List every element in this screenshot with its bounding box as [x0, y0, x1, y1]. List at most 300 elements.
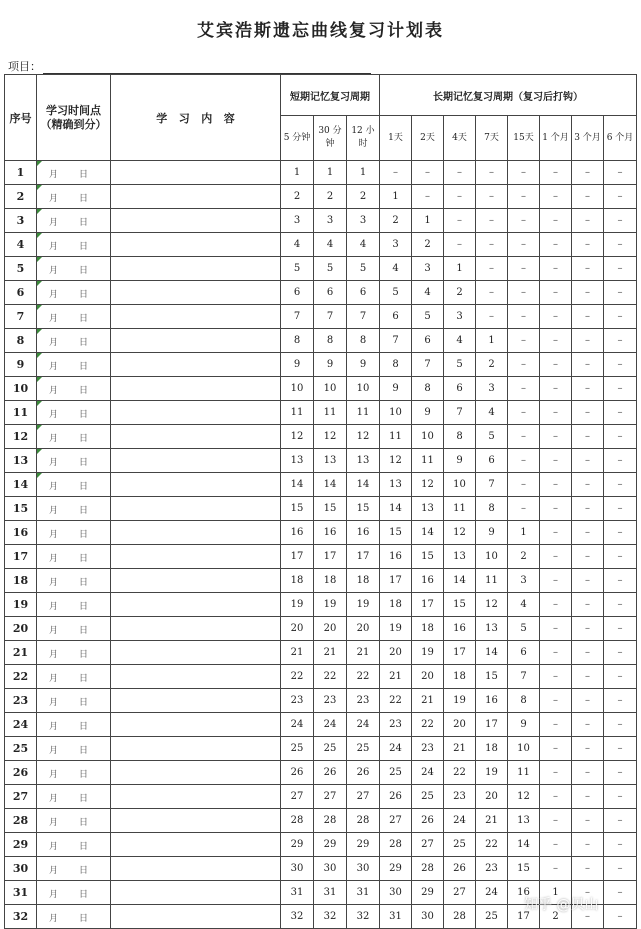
- review-cell[interactable]: –: [508, 449, 540, 473]
- study-time-cell[interactable]: [37, 353, 111, 377]
- study-content-cell[interactable]: [111, 209, 281, 233]
- study-content-cell[interactable]: [111, 449, 281, 473]
- review-cell[interactable]: 6: [412, 329, 444, 353]
- review-cell[interactable]: –: [508, 281, 540, 305]
- review-cell[interactable]: 25: [347, 737, 380, 761]
- review-cell[interactable]: –: [604, 209, 637, 233]
- review-cell[interactable]: 17: [347, 545, 380, 569]
- review-cell[interactable]: 4: [508, 593, 540, 617]
- study-time-cell[interactable]: [37, 785, 111, 809]
- review-cell[interactable]: –: [572, 401, 604, 425]
- review-cell[interactable]: –: [540, 425, 572, 449]
- review-cell[interactable]: 5: [508, 617, 540, 641]
- review-cell[interactable]: 26: [347, 761, 380, 785]
- review-cell[interactable]: 24: [444, 809, 476, 833]
- review-cell[interactable]: 22: [380, 689, 412, 713]
- review-cell[interactable]: –: [572, 809, 604, 833]
- study-content-cell[interactable]: [111, 161, 281, 185]
- review-cell[interactable]: –: [540, 497, 572, 521]
- review-cell[interactable]: 15: [281, 497, 314, 521]
- study-time-cell[interactable]: [37, 569, 111, 593]
- review-cell[interactable]: 17: [508, 905, 540, 929]
- review-cell[interactable]: 6: [444, 377, 476, 401]
- review-cell[interactable]: 9: [444, 449, 476, 473]
- review-cell[interactable]: –: [540, 713, 572, 737]
- review-cell[interactable]: 1: [347, 161, 380, 185]
- review-cell[interactable]: –: [476, 281, 508, 305]
- review-cell[interactable]: 3: [314, 209, 347, 233]
- review-cell[interactable]: 19: [444, 689, 476, 713]
- review-cell[interactable]: 7: [314, 305, 347, 329]
- review-cell[interactable]: 10: [476, 545, 508, 569]
- review-cell[interactable]: 8: [281, 329, 314, 353]
- review-cell[interactable]: 20: [476, 785, 508, 809]
- review-cell[interactable]: –: [604, 185, 637, 209]
- review-cell[interactable]: 17: [314, 545, 347, 569]
- review-cell[interactable]: –: [508, 209, 540, 233]
- review-cell[interactable]: –: [572, 545, 604, 569]
- review-cell[interactable]: 15: [347, 497, 380, 521]
- review-cell[interactable]: –: [540, 401, 572, 425]
- review-cell[interactable]: 17: [281, 545, 314, 569]
- review-cell[interactable]: –: [604, 521, 637, 545]
- review-cell[interactable]: –: [604, 353, 637, 377]
- study-content-cell[interactable]: [111, 305, 281, 329]
- review-cell[interactable]: 28: [281, 809, 314, 833]
- review-cell[interactable]: –: [572, 785, 604, 809]
- review-cell[interactable]: 13: [347, 449, 380, 473]
- review-cell[interactable]: 3: [347, 209, 380, 233]
- review-cell[interactable]: 11: [314, 401, 347, 425]
- study-content-cell[interactable]: [111, 665, 281, 689]
- review-cell[interactable]: –: [572, 905, 604, 929]
- review-cell[interactable]: –: [540, 569, 572, 593]
- review-cell[interactable]: 4: [444, 329, 476, 353]
- review-cell[interactable]: 17: [476, 713, 508, 737]
- review-cell[interactable]: 27: [380, 809, 412, 833]
- review-cell[interactable]: 1: [281, 161, 314, 185]
- review-cell[interactable]: 23: [412, 737, 444, 761]
- review-cell[interactable]: 24: [412, 761, 444, 785]
- review-cell[interactable]: 13: [314, 449, 347, 473]
- study-content-cell[interactable]: [111, 545, 281, 569]
- review-cell[interactable]: –: [508, 185, 540, 209]
- review-cell[interactable]: –: [476, 257, 508, 281]
- review-cell[interactable]: 28: [347, 809, 380, 833]
- review-cell[interactable]: 4: [412, 281, 444, 305]
- review-cell[interactable]: 6: [508, 641, 540, 665]
- review-cell[interactable]: 26: [281, 761, 314, 785]
- review-cell[interactable]: –: [604, 401, 637, 425]
- review-cell[interactable]: 12: [508, 785, 540, 809]
- review-cell[interactable]: –: [572, 569, 604, 593]
- review-cell[interactable]: –: [604, 785, 637, 809]
- review-cell[interactable]: 18: [412, 617, 444, 641]
- review-cell[interactable]: 9: [476, 521, 508, 545]
- study-content-cell[interactable]: [111, 833, 281, 857]
- review-cell[interactable]: 30: [314, 857, 347, 881]
- review-cell[interactable]: 15: [380, 521, 412, 545]
- review-cell[interactable]: 4: [380, 257, 412, 281]
- review-cell[interactable]: 12: [380, 449, 412, 473]
- study-time-cell[interactable]: [37, 833, 111, 857]
- review-cell[interactable]: 21: [444, 737, 476, 761]
- review-cell[interactable]: 27: [314, 785, 347, 809]
- review-cell[interactable]: 10: [508, 737, 540, 761]
- review-cell[interactable]: 1: [314, 161, 347, 185]
- review-cell[interactable]: –: [540, 473, 572, 497]
- review-cell[interactable]: 25: [314, 737, 347, 761]
- review-cell[interactable]: 25: [281, 737, 314, 761]
- review-cell[interactable]: –: [572, 209, 604, 233]
- review-cell[interactable]: –: [540, 233, 572, 257]
- study-content-cell[interactable]: [111, 713, 281, 737]
- review-cell[interactable]: –: [572, 617, 604, 641]
- study-time-cell[interactable]: [37, 449, 111, 473]
- review-cell[interactable]: 13: [380, 473, 412, 497]
- study-time-cell[interactable]: [37, 713, 111, 737]
- review-cell[interactable]: 14: [380, 497, 412, 521]
- review-cell[interactable]: –: [604, 281, 637, 305]
- review-cell[interactable]: 18: [281, 569, 314, 593]
- review-cell[interactable]: 13: [508, 809, 540, 833]
- review-cell[interactable]: 4: [347, 233, 380, 257]
- review-cell[interactable]: –: [572, 449, 604, 473]
- review-cell[interactable]: 24: [314, 713, 347, 737]
- review-cell[interactable]: –: [572, 161, 604, 185]
- review-cell[interactable]: 25: [412, 785, 444, 809]
- review-cell[interactable]: 22: [444, 761, 476, 785]
- review-cell[interactable]: 26: [314, 761, 347, 785]
- review-cell[interactable]: 14: [444, 569, 476, 593]
- review-cell[interactable]: –: [604, 593, 637, 617]
- review-cell[interactable]: 7: [444, 401, 476, 425]
- review-cell[interactable]: –: [604, 737, 637, 761]
- review-cell[interactable]: 19: [281, 593, 314, 617]
- review-cell[interactable]: 14: [314, 473, 347, 497]
- review-cell[interactable]: –: [604, 257, 637, 281]
- review-cell[interactable]: –: [476, 233, 508, 257]
- study-content-cell[interactable]: [111, 185, 281, 209]
- study-time-cell[interactable]: [37, 737, 111, 761]
- review-cell[interactable]: –: [540, 833, 572, 857]
- review-cell[interactable]: 10: [444, 473, 476, 497]
- review-cell[interactable]: –: [572, 665, 604, 689]
- review-cell[interactable]: 21: [314, 641, 347, 665]
- review-cell[interactable]: 30: [281, 857, 314, 881]
- review-cell[interactable]: 20: [347, 617, 380, 641]
- study-content-cell[interactable]: [111, 641, 281, 665]
- review-cell[interactable]: –: [508, 497, 540, 521]
- review-cell[interactable]: 23: [444, 785, 476, 809]
- review-cell[interactable]: –: [444, 209, 476, 233]
- review-cell[interactable]: –: [572, 833, 604, 857]
- review-cell[interactable]: –: [572, 761, 604, 785]
- review-cell[interactable]: 25: [380, 761, 412, 785]
- study-time-cell[interactable]: [37, 665, 111, 689]
- review-cell[interactable]: 28: [380, 833, 412, 857]
- review-cell[interactable]: 9: [314, 353, 347, 377]
- study-content-cell[interactable]: [111, 377, 281, 401]
- review-cell[interactable]: 10: [281, 377, 314, 401]
- review-cell[interactable]: 27: [412, 833, 444, 857]
- study-content-cell[interactable]: [111, 905, 281, 929]
- review-cell[interactable]: –: [572, 881, 604, 905]
- review-cell[interactable]: 31: [314, 881, 347, 905]
- review-cell[interactable]: 16: [476, 689, 508, 713]
- review-cell[interactable]: –: [540, 305, 572, 329]
- review-cell[interactable]: –: [572, 593, 604, 617]
- review-cell[interactable]: 11: [380, 425, 412, 449]
- study-time-cell[interactable]: [37, 161, 111, 185]
- review-cell[interactable]: 2: [508, 545, 540, 569]
- review-cell[interactable]: 23: [347, 689, 380, 713]
- review-cell[interactable]: –: [540, 641, 572, 665]
- study-time-cell[interactable]: [37, 881, 111, 905]
- review-cell[interactable]: –: [540, 689, 572, 713]
- review-cell[interactable]: 4: [281, 233, 314, 257]
- review-cell[interactable]: 2: [347, 185, 380, 209]
- review-cell[interactable]: –: [572, 305, 604, 329]
- review-cell[interactable]: –: [604, 305, 637, 329]
- study-content-cell[interactable]: [111, 353, 281, 377]
- review-cell[interactable]: –: [444, 185, 476, 209]
- review-cell[interactable]: –: [444, 161, 476, 185]
- review-cell[interactable]: –: [604, 617, 637, 641]
- review-cell[interactable]: 7: [281, 305, 314, 329]
- review-cell[interactable]: 11: [508, 761, 540, 785]
- review-cell[interactable]: 13: [281, 449, 314, 473]
- review-cell[interactable]: 32: [347, 905, 380, 929]
- review-cell[interactable]: –: [572, 713, 604, 737]
- study-time-cell[interactable]: [37, 257, 111, 281]
- review-cell[interactable]: –: [476, 161, 508, 185]
- review-cell[interactable]: 30: [380, 881, 412, 905]
- study-time-cell[interactable]: [37, 233, 111, 257]
- review-cell[interactable]: 24: [347, 713, 380, 737]
- review-cell[interactable]: 15: [508, 857, 540, 881]
- review-cell[interactable]: –: [540, 545, 572, 569]
- review-cell[interactable]: –: [540, 593, 572, 617]
- review-cell[interactable]: –: [572, 521, 604, 545]
- study-time-cell[interactable]: [37, 425, 111, 449]
- review-cell[interactable]: 13: [444, 545, 476, 569]
- review-cell[interactable]: 8: [508, 689, 540, 713]
- study-content-cell[interactable]: [111, 329, 281, 353]
- review-cell[interactable]: –: [476, 305, 508, 329]
- study-content-cell[interactable]: [111, 689, 281, 713]
- review-cell[interactable]: 14: [412, 521, 444, 545]
- review-cell[interactable]: –: [508, 401, 540, 425]
- review-cell[interactable]: 21: [347, 641, 380, 665]
- study-time-cell[interactable]: [37, 281, 111, 305]
- review-cell[interactable]: 9: [347, 353, 380, 377]
- review-cell[interactable]: –: [572, 857, 604, 881]
- review-cell[interactable]: 8: [380, 353, 412, 377]
- review-cell[interactable]: –: [572, 689, 604, 713]
- review-cell[interactable]: –: [540, 665, 572, 689]
- study-time-cell[interactable]: [37, 401, 111, 425]
- review-cell[interactable]: 2: [540, 905, 572, 929]
- review-cell[interactable]: 14: [347, 473, 380, 497]
- review-cell[interactable]: 24: [380, 737, 412, 761]
- review-cell[interactable]: 12: [444, 521, 476, 545]
- review-cell[interactable]: 29: [281, 833, 314, 857]
- review-cell[interactable]: 24: [476, 881, 508, 905]
- review-cell[interactable]: 16: [314, 521, 347, 545]
- review-cell[interactable]: 22: [314, 665, 347, 689]
- study-time-cell[interactable]: [37, 809, 111, 833]
- review-cell[interactable]: 9: [281, 353, 314, 377]
- review-cell[interactable]: 16: [412, 569, 444, 593]
- study-time-cell[interactable]: [37, 185, 111, 209]
- review-cell[interactable]: 20: [380, 641, 412, 665]
- review-cell[interactable]: 19: [314, 593, 347, 617]
- review-cell[interactable]: 2: [380, 209, 412, 233]
- study-time-cell[interactable]: [37, 761, 111, 785]
- review-cell[interactable]: –: [572, 329, 604, 353]
- review-cell[interactable]: 21: [281, 641, 314, 665]
- review-cell[interactable]: –: [540, 449, 572, 473]
- review-cell[interactable]: 1: [444, 257, 476, 281]
- review-cell[interactable]: 2: [314, 185, 347, 209]
- review-cell[interactable]: –: [540, 209, 572, 233]
- review-cell[interactable]: –: [412, 161, 444, 185]
- review-cell[interactable]: 7: [347, 305, 380, 329]
- review-cell[interactable]: –: [380, 161, 412, 185]
- review-cell[interactable]: 23: [281, 689, 314, 713]
- study-time-cell[interactable]: [37, 473, 111, 497]
- review-cell[interactable]: –: [604, 761, 637, 785]
- review-cell[interactable]: –: [540, 257, 572, 281]
- study-content-cell[interactable]: [111, 281, 281, 305]
- review-cell[interactable]: –: [572, 257, 604, 281]
- review-cell[interactable]: 5: [281, 257, 314, 281]
- review-cell[interactable]: 14: [281, 473, 314, 497]
- review-cell[interactable]: –: [604, 857, 637, 881]
- review-cell[interactable]: –: [540, 809, 572, 833]
- study-time-cell[interactable]: [37, 617, 111, 641]
- review-cell[interactable]: 4: [476, 401, 508, 425]
- review-cell[interactable]: 11: [347, 401, 380, 425]
- review-cell[interactable]: 32: [314, 905, 347, 929]
- review-cell[interactable]: –: [572, 185, 604, 209]
- review-cell[interactable]: –: [476, 185, 508, 209]
- review-cell[interactable]: 18: [476, 737, 508, 761]
- review-cell[interactable]: 21: [412, 689, 444, 713]
- review-cell[interactable]: 31: [347, 881, 380, 905]
- review-cell[interactable]: –: [572, 737, 604, 761]
- review-cell[interactable]: –: [604, 425, 637, 449]
- review-cell[interactable]: 8: [444, 425, 476, 449]
- review-cell[interactable]: –: [508, 473, 540, 497]
- review-cell[interactable]: 21: [476, 809, 508, 833]
- study-time-cell[interactable]: [37, 905, 111, 929]
- review-cell[interactable]: 11: [412, 449, 444, 473]
- project-input-line[interactable]: [43, 61, 371, 74]
- review-cell[interactable]: –: [540, 353, 572, 377]
- study-content-cell[interactable]: [111, 617, 281, 641]
- study-content-cell[interactable]: [111, 881, 281, 905]
- study-time-cell[interactable]: [37, 329, 111, 353]
- review-cell[interactable]: 12: [476, 593, 508, 617]
- review-cell[interactable]: –: [604, 545, 637, 569]
- review-cell[interactable]: 25: [476, 905, 508, 929]
- study-content-cell[interactable]: [111, 593, 281, 617]
- study-content-cell[interactable]: [111, 401, 281, 425]
- study-time-cell[interactable]: [37, 545, 111, 569]
- review-cell[interactable]: 20: [281, 617, 314, 641]
- study-time-cell[interactable]: [37, 209, 111, 233]
- review-cell[interactable]: –: [540, 185, 572, 209]
- review-cell[interactable]: 11: [476, 569, 508, 593]
- study-content-cell[interactable]: [111, 761, 281, 785]
- review-cell[interactable]: –: [604, 329, 637, 353]
- review-cell[interactable]: 5: [314, 257, 347, 281]
- review-cell[interactable]: 27: [281, 785, 314, 809]
- review-cell[interactable]: 2: [281, 185, 314, 209]
- review-cell[interactable]: –: [508, 161, 540, 185]
- study-content-cell[interactable]: [111, 473, 281, 497]
- review-cell[interactable]: 23: [476, 857, 508, 881]
- review-cell[interactable]: 5: [444, 353, 476, 377]
- review-cell[interactable]: –: [540, 737, 572, 761]
- review-cell[interactable]: 19: [380, 617, 412, 641]
- review-cell[interactable]: 11: [281, 401, 314, 425]
- review-cell[interactable]: 16: [380, 545, 412, 569]
- review-cell[interactable]: 9: [508, 713, 540, 737]
- review-cell[interactable]: 22: [281, 665, 314, 689]
- review-cell[interactable]: 26: [380, 785, 412, 809]
- review-cell[interactable]: 11: [444, 497, 476, 521]
- review-cell[interactable]: –: [508, 353, 540, 377]
- review-cell[interactable]: –: [572, 377, 604, 401]
- review-cell[interactable]: –: [604, 713, 637, 737]
- review-cell[interactable]: –: [540, 281, 572, 305]
- review-cell[interactable]: 29: [380, 857, 412, 881]
- review-cell[interactable]: –: [572, 281, 604, 305]
- review-cell[interactable]: 24: [281, 713, 314, 737]
- review-cell[interactable]: 26: [412, 809, 444, 833]
- review-cell[interactable]: 19: [412, 641, 444, 665]
- review-cell[interactable]: 15: [314, 497, 347, 521]
- study-time-cell[interactable]: [37, 497, 111, 521]
- study-content-cell[interactable]: [111, 785, 281, 809]
- review-cell[interactable]: 16: [444, 617, 476, 641]
- review-cell[interactable]: 20: [314, 617, 347, 641]
- review-cell[interactable]: 28: [412, 857, 444, 881]
- review-cell[interactable]: 7: [412, 353, 444, 377]
- study-content-cell[interactable]: [111, 257, 281, 281]
- review-cell[interactable]: –: [508, 305, 540, 329]
- review-cell[interactable]: 22: [412, 713, 444, 737]
- review-cell[interactable]: –: [604, 449, 637, 473]
- review-cell[interactable]: 13: [476, 617, 508, 641]
- review-cell[interactable]: 12: [281, 425, 314, 449]
- review-cell[interactable]: –: [572, 641, 604, 665]
- review-cell[interactable]: 19: [476, 761, 508, 785]
- review-cell[interactable]: 29: [314, 833, 347, 857]
- review-cell[interactable]: 25: [444, 833, 476, 857]
- review-cell[interactable]: 2: [476, 353, 508, 377]
- review-cell[interactable]: 6: [281, 281, 314, 305]
- review-cell[interactable]: –: [604, 641, 637, 665]
- review-cell[interactable]: 8: [476, 497, 508, 521]
- study-content-cell[interactable]: [111, 497, 281, 521]
- review-cell[interactable]: 26: [444, 857, 476, 881]
- review-cell[interactable]: –: [572, 353, 604, 377]
- review-cell[interactable]: –: [572, 497, 604, 521]
